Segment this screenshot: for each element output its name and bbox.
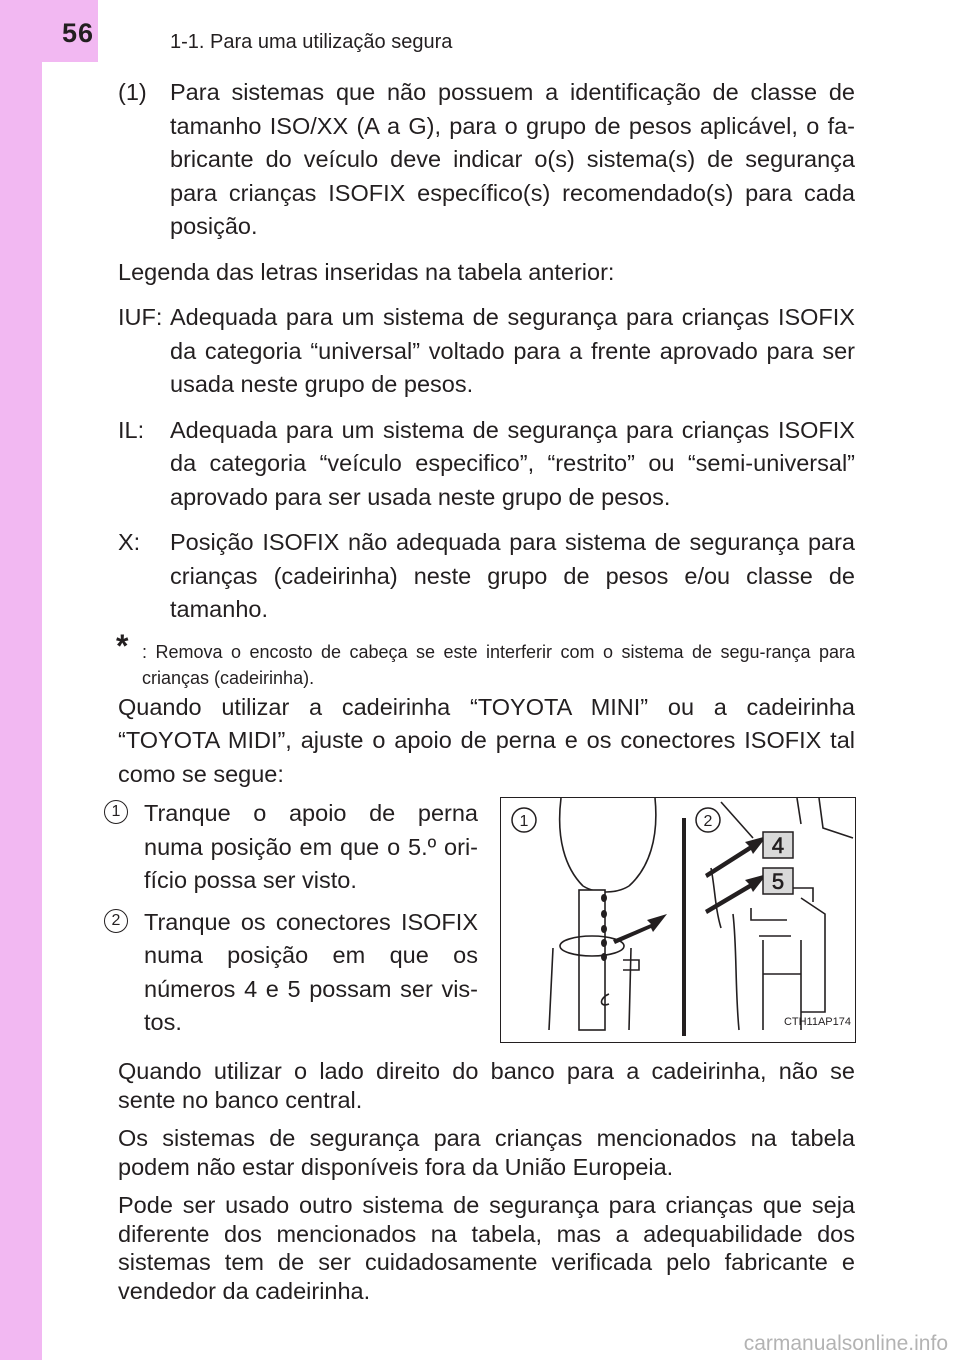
pointer-arrows <box>613 836 767 944</box>
numbered-note <box>118 76 855 244</box>
footnote-text: : Remova o encosto de cabeça se este interferir com o sistema de segu-rança para crianças (cadeirinha). <box>142 641 855 688</box>
page-number: 56 <box>62 18 95 48</box>
intro-paragraph: Quando utilizar a cadeirinha “TOYOTA MINI” ou a cadeirinha “TOYOTA MIDI”, ajuste o apoio de perna e os conectores ISOFIX tal como se segue: <box>118 693 855 787</box>
steps-with-figure <box>111 797 855 1047</box>
paragraph: Pode ser usado outro sistema de segurança para crianças que seja diferente dos mencionados na tabela, mas a adequabilidade dos sistemas tem de ser cuidadosamente verificada pelo fabricante e vendedor da cadeirinha. <box>118 1192 855 1304</box>
paragraph: Os sistemas de segurança para crianças mencionados na tabela podem não estar disponíveis fora da União Europeia. <box>118 1125 855 1180</box>
note-text: Para sistemas que não possuem a identificação de classe de tamanho ISO/XX (A a G), para o grupo de pesos aplicável, o fa-bricante do veículo deve indicar o(s) sistema(s) de segurança para crianças ISOFIX específico(s) recomendado(s) para cada posição. <box>170 79 855 239</box>
footnote-mark: * <box>116 627 129 664</box>
watermark: carmanualsonline.info <box>743 1332 948 1355</box>
paragraph: Quando utilizar o lado direito do banco para a cadeirinha, não se sente no banco central. <box>118 1058 855 1113</box>
leg-support-tube <box>579 890 605 1030</box>
callout-label-2: 2 <box>703 813 713 830</box>
legend-text: Adequada para um sistema de segurança para crianças ISOFIX da categoria “universal” voltado para a frente aprovado para ser usada neste grupo de pesos. <box>170 304 855 397</box>
plate-digit-4: 4 <box>771 833 785 858</box>
step-list <box>111 797 478 1040</box>
plate-digit-5: 5 <box>771 869 785 894</box>
step-text: Tranque os conectores ISOFIX numa posição em que os números 4 e 5 possam ser vis-tos. <box>144 908 478 1035</box>
closing-paragraphs <box>118 1057 855 1305</box>
step-1 <box>111 797 478 898</box>
legend-label: X: <box>118 529 141 555</box>
section-title: 1-1. Para uma utilização segura <box>170 31 453 53</box>
callout-label-1: 1 <box>519 813 529 830</box>
legend-item-iuf <box>118 301 855 402</box>
step-number-badge: 1 <box>104 800 128 824</box>
isofix-illustration <box>500 797 856 1043</box>
footnote <box>116 627 855 691</box>
page-content <box>111 76 855 1315</box>
legend-text: Adequada para um sistema de segurança para crianças ISOFIX da categoria “veículo especifico”, “restrito” ou “semi-universal” aprovado para ser usada neste grupo de pesos. <box>170 416 855 510</box>
legend-text: Posição ISOFIX não adequada para sistema de segurança para crianças (cadeirinha) neste grupo de pesos e/ou classe de tamanho. <box>170 529 855 622</box>
step-2 <box>111 906 478 1040</box>
legend-title: Legenda das letras inseridas na tabela anterior: <box>118 258 615 285</box>
legend-item-il <box>118 414 855 515</box>
figure-code: CTH11AP174 <box>783 1015 851 1028</box>
legend-item-x <box>118 526 855 627</box>
seat-outline-right <box>629 798 656 886</box>
seat-outline-left <box>560 798 583 886</box>
side-tab-bar <box>0 0 42 1360</box>
step-text: Tranque o apoio de perna numa posição em que o 5.º ori-fício possa ser visto. <box>144 800 478 893</box>
legend-label: IL: <box>118 416 145 443</box>
note-label: (1) <box>118 79 147 105</box>
step-number-badge: 2 <box>104 909 128 933</box>
legend-label: IUF: <box>118 304 163 330</box>
